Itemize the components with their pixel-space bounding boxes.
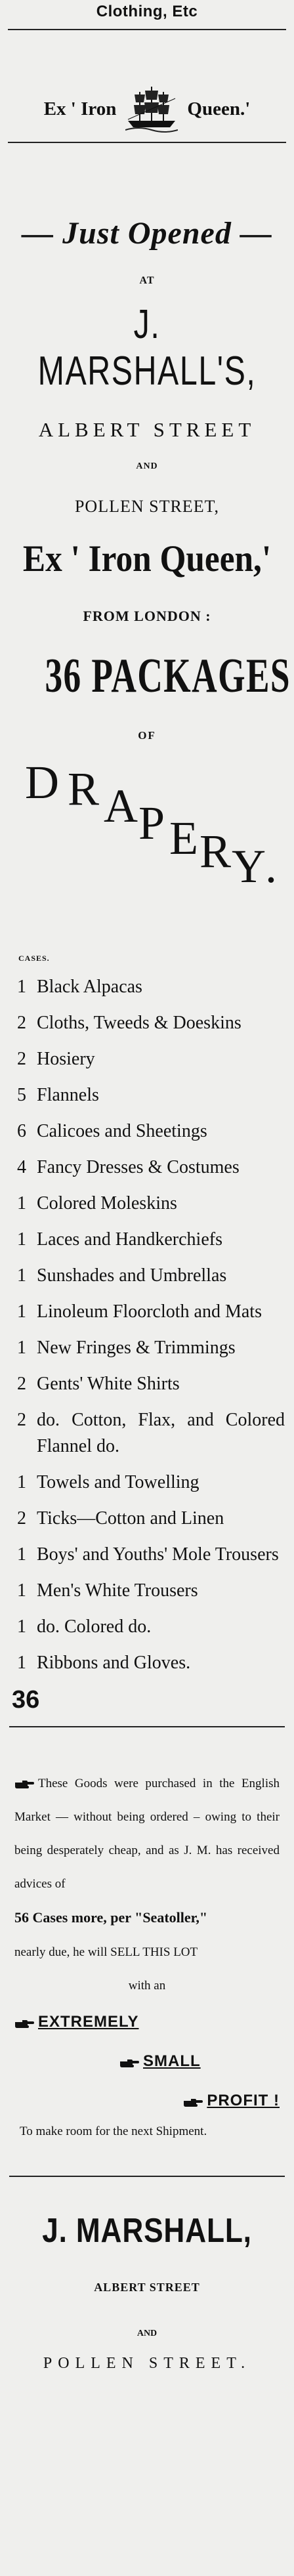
- case-count: 1: [17, 1653, 26, 1673]
- case-desc: Linoleum Floorcloth and Mats: [37, 1301, 262, 1322]
- notice-paragraph: [5, 1767, 289, 2121]
- list-item: [17, 974, 285, 1000]
- street-pollen: POLLEN STREET,: [74, 497, 220, 516]
- street-albert: ALBERT STREET: [38, 418, 256, 441]
- case-desc: Fancy Dresses & Costumes: [37, 1157, 240, 1177]
- divider: [8, 142, 286, 143]
- of-label: OF: [138, 729, 156, 742]
- at-label: AT: [139, 275, 155, 286]
- case-desc: Flannels: [37, 1085, 99, 1105]
- case-count: 5: [17, 1085, 26, 1105]
- case-count: 2: [17, 1410, 26, 1430]
- drapery-letter: R: [68, 763, 100, 815]
- case-count: 1: [17, 977, 26, 997]
- case-count: 1: [17, 1229, 26, 1250]
- and-label: AND: [136, 461, 158, 471]
- merchant-name: J. MARSHALL'S,: [37, 302, 257, 394]
- list-item: [17, 1299, 285, 1325]
- case-desc: Hosiery: [37, 1049, 95, 1069]
- case-count: 1: [17, 1544, 26, 1565]
- case-count: 1: [17, 1338, 26, 1358]
- list-item: [17, 1407, 285, 1460]
- top-divider: [8, 29, 286, 30]
- ship-banner: [5, 76, 289, 142]
- packages-heading: 36 PACKAGES: [45, 649, 291, 703]
- make-room-text: To make room for the next Shipment.: [20, 2124, 207, 2138]
- profit-row: [14, 2081, 280, 2121]
- pointing-hand-icon: [14, 2019, 34, 2029]
- extremely-text: EXTREMELY: [38, 2013, 139, 2031]
- seatoller-line: [14, 1901, 280, 1935]
- just-opened-heading: — Just Opened —: [22, 216, 272, 251]
- case-count: 1: [17, 1580, 26, 1601]
- case-count: 1: [17, 1472, 26, 1492]
- case-count: 1: [17, 1301, 26, 1322]
- case-count: 1: [17, 1265, 26, 1286]
- footer-and: AND: [136, 2329, 158, 2338]
- list-item: [17, 1263, 285, 1289]
- case-desc: Boys' and Youths' Mole Trousers: [37, 1544, 279, 1565]
- list-item: [17, 1371, 285, 1397]
- cases-label: CASES.: [18, 954, 50, 963]
- case-desc: Men's White Trousers: [37, 1580, 198, 1601]
- case-desc: Cloths, Tweeds & Doeskins: [37, 1013, 242, 1033]
- ship-banner-right: Queen.': [187, 98, 251, 119]
- case-desc: Laces and Handkerchiefs: [37, 1229, 222, 1250]
- list-item: [17, 1082, 285, 1109]
- list-item: [17, 1046, 285, 1072]
- section-header: Clothing, Etc: [96, 3, 198, 20]
- list-item: [17, 1191, 285, 1217]
- pointing-hand-icon: [183, 2098, 203, 2108]
- case-desc: Gents' White Shirts: [37, 1374, 180, 1394]
- list-item: [17, 1010, 285, 1036]
- case-desc: Towels and Towelling: [37, 1472, 200, 1492]
- case-desc: do. Colored do.: [37, 1616, 152, 1637]
- drapery-heading: [5, 755, 289, 913]
- notice-text: These Goods were purchased in the English Market — without being ordered – owing to their being desperately cheap, and as J. M. has received advices of: [14, 1777, 280, 1891]
- case-count: 6: [17, 1121, 26, 1141]
- footer-merchant: J. MARSHALL,: [42, 2212, 252, 2250]
- footer-street-pollen: POLLEN STREET.: [43, 2355, 251, 2372]
- case-count: 1: [17, 1616, 26, 1637]
- case-desc: Calicoes and Sheetings: [37, 1121, 207, 1141]
- list-item: [17, 1506, 285, 1532]
- drapery-letter: .: [265, 840, 277, 893]
- drapery-letter: R: [200, 825, 232, 877]
- list-item: [17, 1118, 285, 1145]
- case-count: 2: [17, 1013, 26, 1033]
- pointing-hand-icon: [14, 1779, 34, 1790]
- case-count: 1: [17, 1193, 26, 1214]
- footer-street-albert: ALBERT STREET: [94, 2281, 200, 2294]
- with-an: with an: [128, 1979, 166, 1993]
- small-text: SMALL: [143, 2052, 201, 2070]
- case-desc: do. Cotton, Flax, and Colored Flannel do.: [37, 1410, 285, 1456]
- list-item: [17, 1469, 285, 1496]
- seatoller-cases: 56 Cases more, per "Seatoller,": [14, 1909, 208, 1926]
- list-item: [17, 1578, 285, 1604]
- cases-list: [5, 974, 289, 1676]
- case-desc: Ticks—Cotton and Linen: [37, 1508, 224, 1529]
- list-item: [17, 1227, 285, 1253]
- cases-total: 36: [12, 1686, 40, 1714]
- case-count: 2: [17, 1049, 26, 1069]
- ship-icon: [125, 83, 178, 135]
- small-row: [14, 2042, 280, 2081]
- drapery-letter: A: [104, 780, 138, 832]
- case-desc: Ribbons and Gloves.: [37, 1653, 191, 1673]
- case-count: 4: [17, 1157, 26, 1177]
- profit-text: PROFIT !: [207, 2092, 280, 2109]
- drapery-letter: Y: [232, 840, 266, 893]
- case-count: 2: [17, 1508, 26, 1529]
- drapery-letter: E: [169, 812, 198, 864]
- pointing-hand-icon: [119, 2058, 139, 2069]
- ship-banner-left: Ex ' Iron: [43, 98, 117, 119]
- ship-name: Ex ' Iron Queen,': [22, 538, 272, 580]
- case-desc: Black Alpacas: [37, 977, 142, 997]
- list-item: [17, 1154, 285, 1181]
- case-count: 2: [17, 1374, 26, 1394]
- list-item: [17, 1335, 285, 1361]
- case-desc: Sunshades and Umbrellas: [37, 1265, 227, 1286]
- from-london: FROM LONDON :: [83, 608, 211, 624]
- case-desc: Colored Moleskins: [37, 1193, 177, 1214]
- drapery-letter: P: [138, 797, 165, 849]
- list-item: [17, 1650, 285, 1676]
- divider: [9, 1726, 285, 1727]
- divider: [9, 2176, 285, 2177]
- list-item: [17, 1542, 285, 1568]
- case-desc: New Fringes & Trimmings: [37, 1338, 236, 1358]
- sell-line: nearly due, he will SELL THIS LOT: [14, 1945, 198, 1959]
- extremely-row: [14, 2002, 280, 2042]
- drapery-letter: D: [25, 756, 59, 809]
- list-item: [17, 1614, 285, 1640]
